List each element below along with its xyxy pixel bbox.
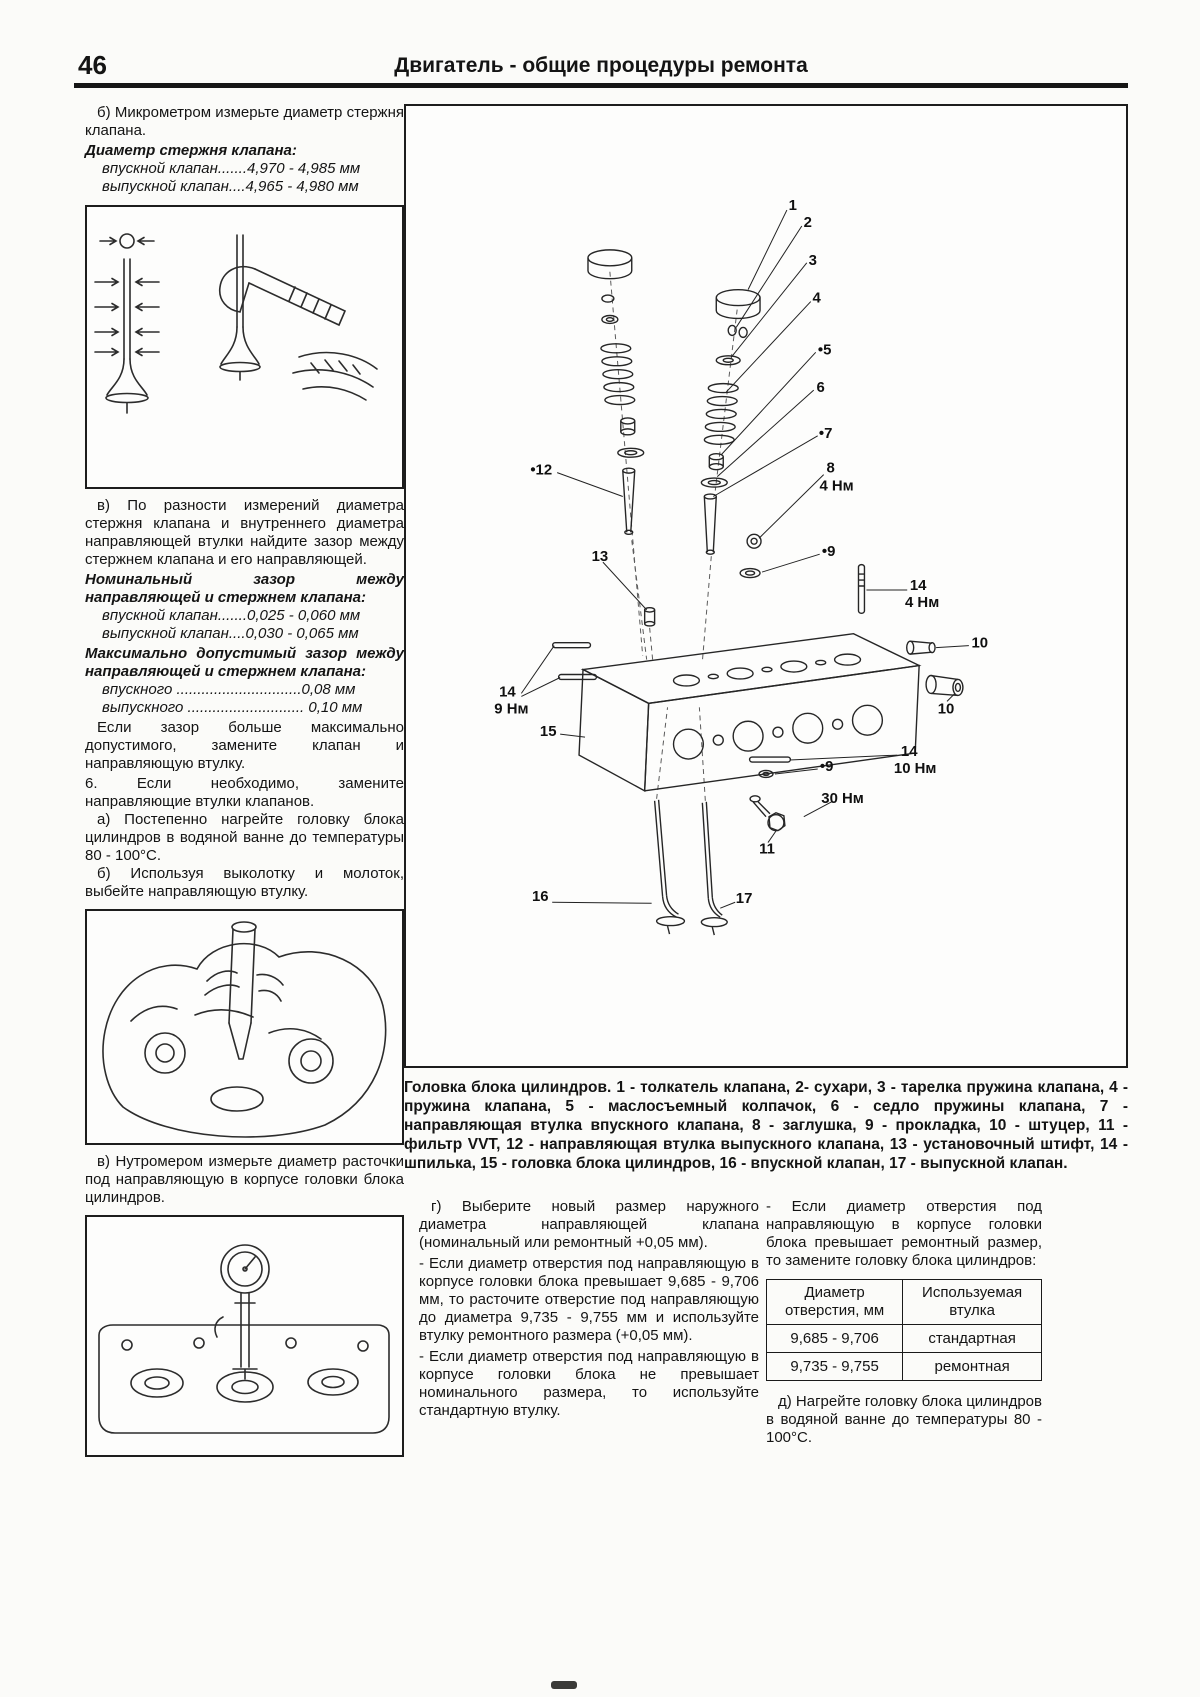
diagram-callout: 10: [937, 701, 955, 718]
step-b-paragraph: б) Микрометром измерьте диаметр стержня клапана.: [85, 104, 404, 139]
table-header-row: [767, 1280, 1042, 1325]
clearance-note-paragraph: Если зазор больше максимально допустимого, замените клапан и направляющую втулку.: [85, 719, 404, 772]
figure-bore-gauge: [85, 1215, 404, 1457]
standard-bullet-paragraph: - Если диаметр отверстия под направляющую в корпусе головки блока не превышает номинального размера, то используйте стандартную втулку.: [419, 1348, 759, 1419]
page-title: Двигатель - общие процедуры ремонта: [394, 54, 808, 77]
diagram-callout: •5: [817, 342, 832, 359]
diagram-callout: 16: [531, 889, 549, 906]
nominal-clearance-title: Номинальный зазор между направляющей и стержнем клапана:: [85, 571, 404, 606]
table-cell-diameter: 9,685 - 9,706: [767, 1325, 903, 1353]
page-header: [74, 46, 1128, 88]
spec-line: впускной клапан.......0,025 - 0,060 мм: [102, 607, 361, 624]
diagram-callout: 8: [826, 460, 835, 477]
spec-line: впускного ..............................0,08 мм: [102, 681, 356, 698]
scan-artifact: [551, 1681, 577, 1689]
max-clearance-title: Максимально допустимый зазор между направляющей и стержнем клапана:: [85, 645, 404, 680]
diagram-caption: Головка блока цилиндров. 1 - толкатель клапана, 2- сухари, 3 - тарелка пружина клапана, 4 - пружина клапана, 5 - маслосъемный колпачок, 6 - седло пружины клапана, 7 - направляющая втулка впускного клапана, 8 - заглушка, 9 - прокладка, 10 - штуцер, 11 - фильтр VVT, 12 - направляющая втулка выпускного клапана, 13 - установочный штифт, 14 - шпилька, 15 - головка блока цилиндров, 16 - впускной клапан, 17 - выпускной клапан.: [404, 1079, 1128, 1172]
spec-line: выпускной клапан....4,965 - 4,980 мм: [102, 178, 359, 195]
diagram-callout: 4 Нм: [819, 478, 854, 495]
table-cell-bush: ремонтная: [903, 1353, 1042, 1381]
page-number: 46: [78, 50, 107, 80]
diagram-callout: 4 Нм: [905, 594, 940, 611]
drift-punch-drawing: [87, 911, 402, 1143]
exploded-view-drawing: [406, 106, 1126, 1066]
cylinder-head-exploded-diagram: [404, 104, 1128, 1068]
figure-drift-punch: [85, 909, 404, 1145]
step-g-paragraph: г) Выберите новый размер наружного диаметра направляющей клапана (номинальный или ремонтный +0,05 мм).: [419, 1198, 759, 1251]
diagram-callout: •12: [530, 462, 553, 479]
diagram-callout: 13: [591, 549, 609, 566]
table-header-bush: Используемая втулка: [903, 1280, 1042, 1325]
diagram-callout: 4: [812, 290, 821, 307]
step-6b-paragraph: б) Используя выколотку и молоток, выбейте направляющую втулку.: [85, 865, 404, 900]
step-6v-paragraph: в) Нутромером измерьте диаметр расточки под направляющую в корпусе головки блока цилиндров.: [85, 1153, 404, 1206]
diagram-callout: 14: [909, 577, 927, 594]
table-row: [767, 1325, 1042, 1353]
diagram-callout: •9: [821, 544, 836, 561]
diagram-callout: 1: [788, 198, 797, 215]
diagram-callout: 10 Нм: [893, 760, 937, 777]
diagram-callout: 14: [900, 744, 918, 761]
diagram-callout: 15: [539, 724, 557, 741]
valve-stem-diameter-title: Диаметр стержня клапана:: [85, 142, 297, 159]
guide-bush-table: [766, 1279, 1042, 1381]
left-column: [85, 104, 404, 1457]
diagram-callout: 30 Нм: [821, 790, 864, 807]
diagram-callout: •9: [819, 758, 834, 775]
spec-line: выпускного ............................ 0,10 мм: [102, 699, 363, 716]
diagram-callout: 17: [735, 891, 753, 908]
figure-valve-micrometer: [85, 205, 404, 489]
spec-line: выпускной клапан....0,030 - 0,065 мм: [102, 625, 359, 642]
parts-artwork: [553, 250, 963, 935]
diagram-callout: 10: [971, 635, 989, 652]
spec-line: впускной клапан.......4,970 - 4,985 мм: [102, 160, 361, 177]
step-d-paragraph: д) Нагрейте головку блока цилиндров в водяной ванне до температуры 80 - 100°С.: [766, 1393, 1042, 1446]
valve-micrometer-drawing: [87, 207, 402, 487]
table-header-diameter: Диаметр отверстия, мм: [767, 1280, 903, 1325]
diagram-callout: 2: [803, 214, 812, 231]
step-6-paragraph: 6. Если необходимо, замените направляющие втулки клапанов.: [85, 775, 404, 810]
leader-lines: [521, 210, 969, 908]
diagram-callout: 3: [808, 252, 817, 269]
diagram-callout: 14: [499, 684, 516, 701]
bottom-left-column: [419, 1198, 759, 1423]
diagram-callout: •7: [818, 425, 833, 442]
diagram-callout: 11: [759, 841, 775, 858]
callout-labels: [494, 198, 988, 907]
step-v-paragraph: в) По разности измерений диаметра стержня клапана и внутреннего диаметра направляющей втулки найдите зазор между стержнем клапана и его направляющей.: [85, 497, 404, 568]
table-cell-diameter: 9,735 - 9,755: [767, 1353, 903, 1381]
oversize-bullet-paragraph: - Если диаметр отверстия под направляющую в корпусе головки блока превышает 9,685 - 9,706 мм, то расточите отверстие под направляющую до диаметра 9,735 - 9,755 мм и используйте втулку ремонтного размера (+0,05 мм).: [419, 1255, 759, 1344]
bore-gauge-drawing: [87, 1217, 402, 1455]
table-cell-bush: стандартная: [903, 1325, 1042, 1353]
bottom-right-column: [766, 1198, 1042, 1450]
diagram-callout: 6: [816, 380, 825, 397]
replace-head-bullet-paragraph: - Если диаметр отверстия под направляющую в корпусе головки блока превышает ремонтный размер, то замените головку блока цилиндров:: [766, 1198, 1042, 1269]
step-6a-paragraph: а) Постепенно нагрейте головку блока цилиндров в водяной ванне до температуры 80 - 100°С.: [85, 811, 404, 864]
table-row: [767, 1353, 1042, 1381]
diagram-callout: 9 Нм: [494, 701, 529, 718]
